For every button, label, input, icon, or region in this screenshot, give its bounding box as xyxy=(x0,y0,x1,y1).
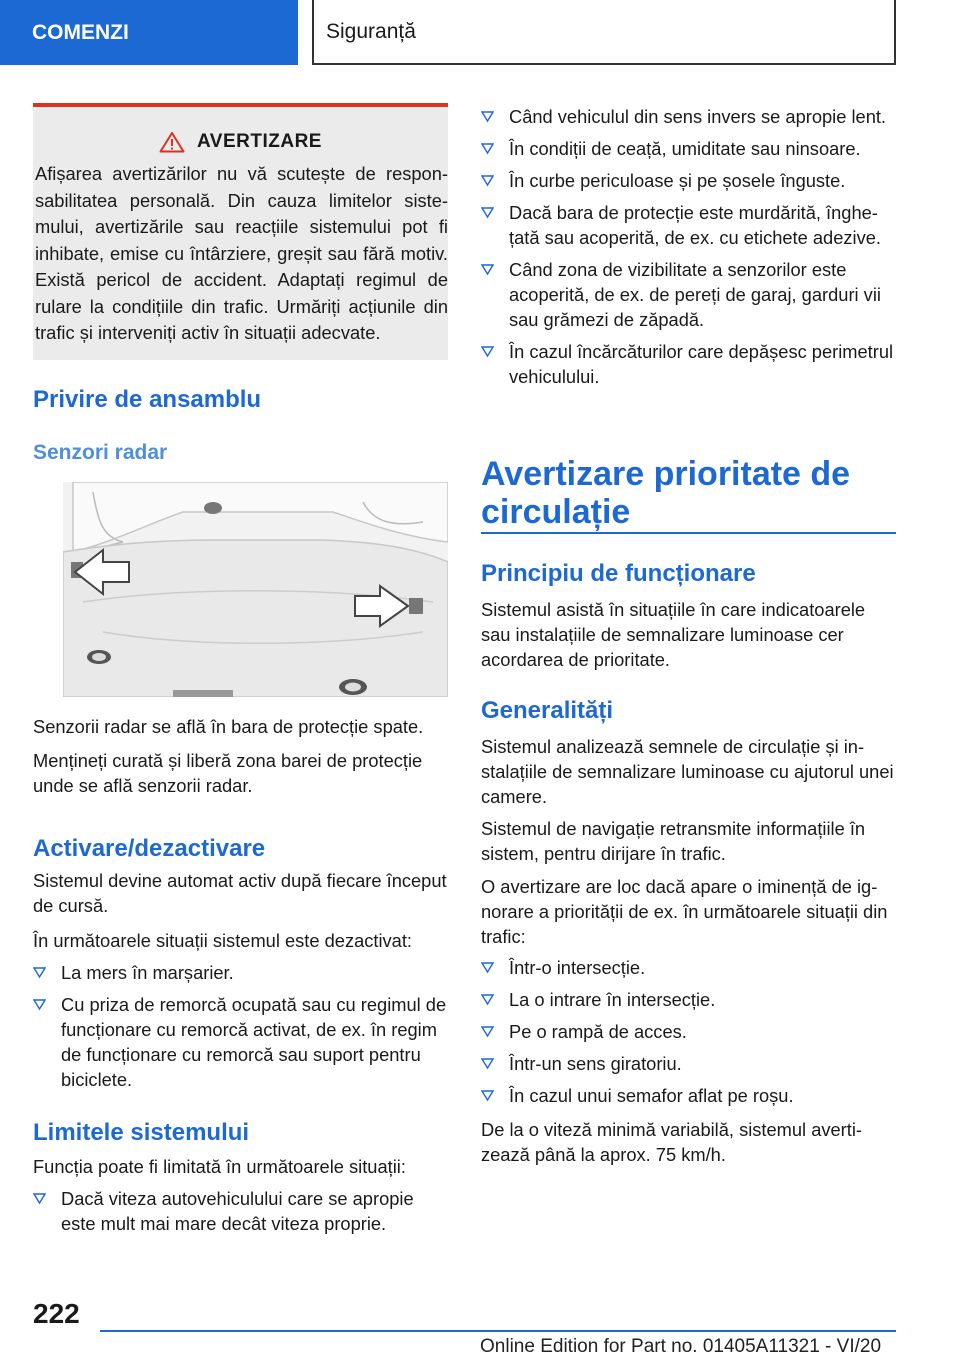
radar-paragraph-1: Senzorii radar se află în bara de protecție spate. xyxy=(33,716,424,737)
list-item xyxy=(481,1019,896,1044)
triangle-bullet-icon xyxy=(481,206,494,219)
general-paragraph-3: O avertizare are loc dacă apare o iminență de ignorare a priorității de ex. în următoarele situații din trafic: xyxy=(481,876,888,947)
situations-list xyxy=(481,955,896,1115)
list-item xyxy=(481,987,896,1012)
overview-heading: Privire de ansamblu xyxy=(33,386,262,413)
radar-sensors-illustration xyxy=(63,482,448,697)
activation-heading: Activare/dezactivare xyxy=(33,835,266,862)
list-item xyxy=(33,960,448,985)
list-item-text: În cazul încărcăturilor care depășesc perimetrul vehiculului. xyxy=(509,341,894,387)
warning-header xyxy=(33,131,448,153)
triangle-bullet-icon xyxy=(481,345,494,358)
footer-rule xyxy=(100,1330,896,1332)
list-item xyxy=(481,104,896,129)
list-item xyxy=(481,136,896,161)
triangle-bullet-icon xyxy=(481,961,494,974)
principle-paragraph: Sistemul asistă în situațiile în care indicatoarele sau instalațiile de semnalizare luminoase cer acordarea de prioritate. xyxy=(481,599,866,670)
warning-text: Afișarea avertizărilor nu vă scutește de responsabilitatea personală. Din cauza limitelor sistemului, avertizările sau reacțiile sistemului pot fi inhibate, emise cu întârziere, greșit sau fără motiv. Există pericol de accident. Adaptați regimul de rulare la condițiile din trafic. Urmăriți acțiunile din trafic și interveniți activ în situații adecvate. xyxy=(35,163,448,343)
triangle-bullet-icon xyxy=(481,1025,494,1038)
list-item xyxy=(33,1186,448,1236)
triangle-bullet-icon xyxy=(481,263,494,276)
list-item-text: În condiții de ceață, umiditate sau ninsoare. xyxy=(509,138,861,159)
triangle-bullet-icon xyxy=(481,142,494,155)
limits-heading: Limitele sistemului xyxy=(33,1119,250,1146)
list-item-text: La mers în marșarier. xyxy=(61,962,234,983)
activation-paragraph-2: În următoarele situații sistemul este dezactivat: xyxy=(33,930,412,951)
title-rule xyxy=(481,532,896,534)
limits-paragraph: Funcția poate fi limitată în următoarele situații: xyxy=(33,1156,406,1177)
triangle-bullet-icon xyxy=(481,993,494,1006)
triangle-bullet-icon xyxy=(481,174,494,187)
page-number: 222 xyxy=(33,1298,80,1329)
list-item xyxy=(481,1083,896,1108)
list-item-text: În cazul unui semafor aflat pe roșu. xyxy=(509,1085,794,1106)
list-item-text: Dacă bara de protecție este murdărită, înghețată sau acoperită, de ex. cu etichete adezive. xyxy=(509,202,881,248)
list-item xyxy=(481,257,896,332)
triangle-bullet-icon xyxy=(481,110,494,123)
list-item-text: La o intrare în intersecție. xyxy=(509,989,716,1010)
chapter-tab[interactable]: COMENZI xyxy=(0,0,298,65)
triangle-bullet-icon xyxy=(33,966,46,979)
list-item xyxy=(481,955,896,980)
activation-paragraph-1: Sistemul devine automat activ după fiecare început de cursă. xyxy=(33,870,447,916)
warning-title: AVERTIZARE xyxy=(197,131,322,152)
section-title: Siguranță xyxy=(312,0,896,65)
list-item xyxy=(481,200,896,250)
list-item-text: Când vehiculul din sens invers se apropie lent. xyxy=(509,106,887,127)
list-item-text: Pe o rampă de acces. xyxy=(509,1021,687,1042)
list-item-text: Cu priza de remorcă ocupată sau cu regimul de funcționare cu remorcă activat, de ex. în regim de funcționare cu remorcă sau suport pentru biciclete. xyxy=(61,994,447,1090)
list-item-text: Într-un sens giratoriu. xyxy=(509,1053,682,1074)
general-paragraph-1: Sistemul analizează semnele de circulație și instalațiile de semnalizare luminoase cu ajutorul unei camere. xyxy=(481,736,894,807)
list-item-text: În curbe periculoase și pe șosele înguste. xyxy=(509,170,846,191)
general-heading: Generalități xyxy=(481,697,614,724)
limits-list xyxy=(33,1186,448,1243)
triangle-bullet-icon xyxy=(33,1192,46,1205)
triangle-bullet-icon xyxy=(33,998,46,1011)
general-paragraph-4: De la o viteză minimă variabilă, sistemul avertizează până la aprox. 75 km/h. xyxy=(481,1119,862,1165)
triangle-bullet-icon xyxy=(481,1089,494,1102)
main-title: Avertizare prioritate de circulație xyxy=(481,455,851,531)
list-item-text: Într-o intersecție. xyxy=(509,957,646,978)
principle-heading: Principiu de funcționare xyxy=(481,560,756,587)
list-item-text: Când zona de vizibilitate a senzorilor este acoperită, de ex. de pereți de garaj, garduri vii sau grămezi de zăpadă. xyxy=(509,259,881,330)
general-paragraph-2: Sistemul de navigație retransmite informațiile în sistem, pentru dirijare în trafic. xyxy=(481,818,866,864)
radar-heading: Senzori radar xyxy=(33,441,168,464)
list-item xyxy=(481,339,896,389)
list-item xyxy=(481,1051,896,1076)
triangle-bullet-icon xyxy=(481,1057,494,1070)
edition-text: Online Edition for Part no. 01405A11321 - VI/20 xyxy=(480,1336,882,1357)
list-item xyxy=(33,992,448,1092)
activation-list xyxy=(33,960,448,1099)
list-item xyxy=(481,168,896,193)
radar-paragraph-2: Mențineți curată și liberă zona barei de protecție unde se află senzorii radar. xyxy=(33,750,423,796)
limits-list-continued xyxy=(481,104,896,396)
warning-triangle-icon xyxy=(159,131,185,153)
warning-box xyxy=(33,103,448,360)
list-item-text: Dacă viteza autovehiculului care se apropie este mult mai mare decât viteza proprie. xyxy=(61,1188,414,1234)
